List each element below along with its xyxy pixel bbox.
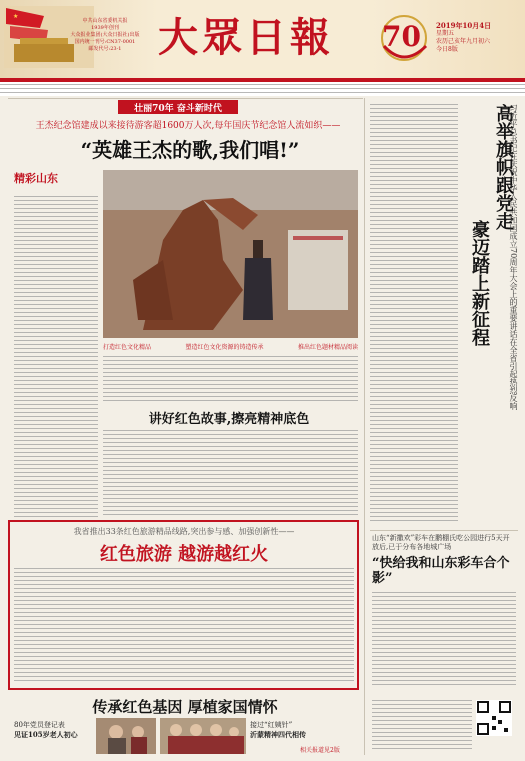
story2-line1: 接过“红姨针”	[250, 721, 293, 729]
lead-headline: “英雄王杰的歌,我们唱!”	[80, 138, 300, 162]
story1-line1: 80年党员登记表	[14, 721, 65, 729]
paper-name: 大眾日報	[158, 14, 334, 61]
caption-row	[103, 342, 358, 356]
masthead-rule	[0, 78, 525, 82]
right-article-text	[370, 104, 458, 524]
family-photo	[160, 718, 246, 754]
lead-kicker: 王杰纪念馆建成以来接待游客超1600万人次,每年国庆节纪念馆人流如织——	[35, 121, 341, 131]
column-tag: 精彩山东	[14, 172, 58, 185]
date-block: 2019年10月4日 星期五 农历己亥年九月初六 今日8版	[436, 21, 492, 53]
museum-photo	[103, 170, 358, 338]
jump-link[interactable]: 相关报道见2版	[300, 747, 340, 754]
lead-article-text-3	[103, 430, 358, 518]
masthead-subline	[0, 84, 525, 94]
bottom-story-1	[14, 720, 94, 740]
footer-text	[372, 700, 472, 750]
publisher-info: 中共山东省委机关报 1939年创刊 大众报业集团(大众日报社)出版 国内统一刊号:CN37-0001 邮发代号:23-1	[70, 18, 140, 52]
caption-1: 打造红色文化精品	[103, 344, 152, 351]
anniversary-number: 70	[382, 20, 421, 53]
bottom-headline: 传承红色基因 厚植家国情怀	[92, 698, 278, 716]
bottom-story-2	[250, 720, 358, 740]
elderly-photo	[96, 718, 156, 754]
feature-article-text	[14, 568, 354, 684]
story1-line2: 见证105岁老人初心	[14, 730, 78, 739]
anniversary-70-logo	[370, 6, 434, 70]
svg-text:★: ★	[13, 13, 19, 20]
lead-article-text-2	[103, 356, 358, 402]
caption-3: 推出红色题材精品阅读	[297, 344, 358, 351]
lead-article-text	[14, 196, 98, 518]
story2-line2: 沂蒙精神四代相传	[250, 730, 306, 739]
lottery-kicker: 山东“新撒欢”彩车在鹏棚氏吃公园进行5天开放后,已于分布各地城广场	[372, 534, 510, 551]
section-banner-label: 壮丽70年 奋斗新时代	[134, 104, 222, 114]
right-vertical-headline-2: 豪迈踏上新征程	[469, 220, 490, 346]
divider	[8, 98, 363, 99]
qr-code-icon	[476, 700, 512, 736]
lead-subhead: 讲好红色故事,擦亮精神底色	[148, 412, 310, 427]
divider	[370, 530, 518, 531]
right-vertical-headline-1: 高举旗帜跟党走	[493, 104, 514, 230]
caption-2: 塑造红色文化资源的铸造传承	[185, 344, 264, 351]
column-divider	[364, 98, 365, 755]
lottery-headline: “快给我和山东彩车合个影”	[372, 556, 510, 586]
lottery-article-text	[372, 592, 516, 688]
feature-kicker: 我省推出33条红色旅游精品线路,突出参与感、加强创新性——	[73, 527, 295, 536]
right-vertical-kicker: 习近平总书记在庆祝中华人民共和国成立70周年大会上的重要讲话在全省引起热烈反响	[509, 104, 518, 411]
feature-headline: 红色旅游 越游越红火	[99, 544, 269, 565]
